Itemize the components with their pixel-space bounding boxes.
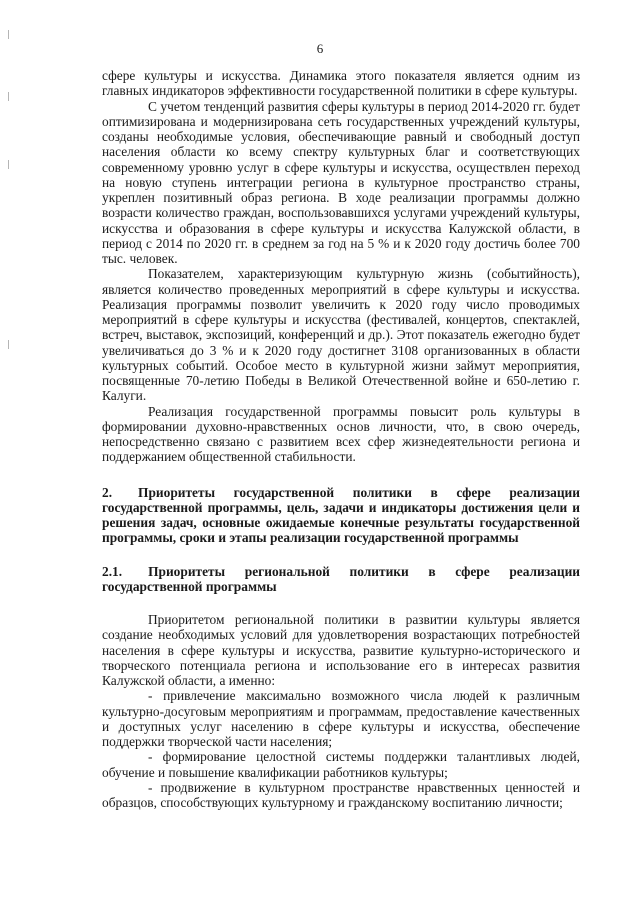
- paragraph: Приоритетом региональной политики в развитии культуры является создание необходимых условий для удовлетворения возрастающих потребностей населения в сфере культуры и искусства, развитие культурно-исторического и творческого потенциала региона и использование его в интересах развития Калужской области, а именно:: [102, 612, 580, 688]
- list-item: - продвижение в культурном пространстве нравственных ценностей и образцов, способствующих культурному и гражданскому воспитанию личности;: [102, 779, 580, 810]
- section-number: 2.1.: [102, 563, 123, 579]
- list-item: - формирование целостной системы поддержки талантливых людей, обучение и повышение квалификации работников культуры;: [102, 749, 580, 780]
- paragraph: сфере культуры и искусства. Динамика этого показателя является одним из главных индикаторов эффективности государственной политики в сфере культуры.: [102, 68, 580, 99]
- section-title: Приоритеты региональной политики в сфере реализации государственной программы: [102, 563, 580, 594]
- margin-mark: [8, 340, 9, 349]
- section-heading-2-1: [102, 564, 580, 595]
- section-title: Приоритеты государственной политики в сфере реализации государственной программы, цель, задачи и индикаторы достижения цели и решения задач, основные ожидаемые конечные результаты государственной программы, сроки и этапы реализации государственной программы: [102, 484, 580, 546]
- section-heading-2: [102, 485, 580, 546]
- section-number: 2.: [102, 484, 113, 500]
- list-item: - привлечение максимально возможного числа людей к различным культурно-досуговым мероприятиям и программам, предоставление качественных и доступных услуг населению в сфере культуры и искусства, обеспечение поддержки творческой части населения;: [102, 688, 580, 749]
- margin-mark: [8, 160, 9, 169]
- paragraph: Показателем, характеризующим культурную жизнь (событийность), является количество проведенных мероприятий в сфере культуры и искусства. Реализация программы позволит увеличить к 2020 году число проводимых мероприятий в сфере культуры и искусства (фестивалей, концертов, спектаклей, встреч, выставок, экспозиций, конференций и др.). Этот показатель ежегодно будет увеличиваться до 3 % и к 2020 году достигнет 3108 организованных в области культурных событий. Особое место в культурной жизни займут мероприятия, посвященные 70-летию Победы в Великой Отечественной войне и 650-летию г. Калуги.: [102, 266, 580, 404]
- page-number: 6: [316, 41, 324, 56]
- margin-mark: [8, 92, 9, 101]
- margin-mark: [8, 30, 9, 39]
- paragraph: Реализация государственной программы повысит роль культуры в формировании духовно-нравственных основ личности, что, в свою очередь, непосредственно связано с развитием всех сфер жизнедеятельности региона и поддержанием общественной стабильности.: [102, 403, 580, 465]
- paragraph: С учетом тенденций развития сферы культуры в период 2014-2020 гг. будет оптимизирована и модернизирована сеть государственных учреждений культуры, созданы необходимые условия, обеспечивающие равный и свободный доступ населения области ко всему спектру культурных благ и соответствующих современному уровню услуг в сфере культуры и искусства, осуществлен переход на новую ступень интеграции региона в культурное пространство страны, укреплен позитивный образ региона. В ходе реализации программы должно возрасти количество граждан, воспользовавшихся услугами учреждений культуры, искусства и образования в сфере культуры и искусства Калужской области, в период с 2014 по 2020 гг. в среднем за год на 5 % и к 2020 году достичь более 700 тыс. человек.: [102, 98, 580, 266]
- document-body: [102, 68, 580, 810]
